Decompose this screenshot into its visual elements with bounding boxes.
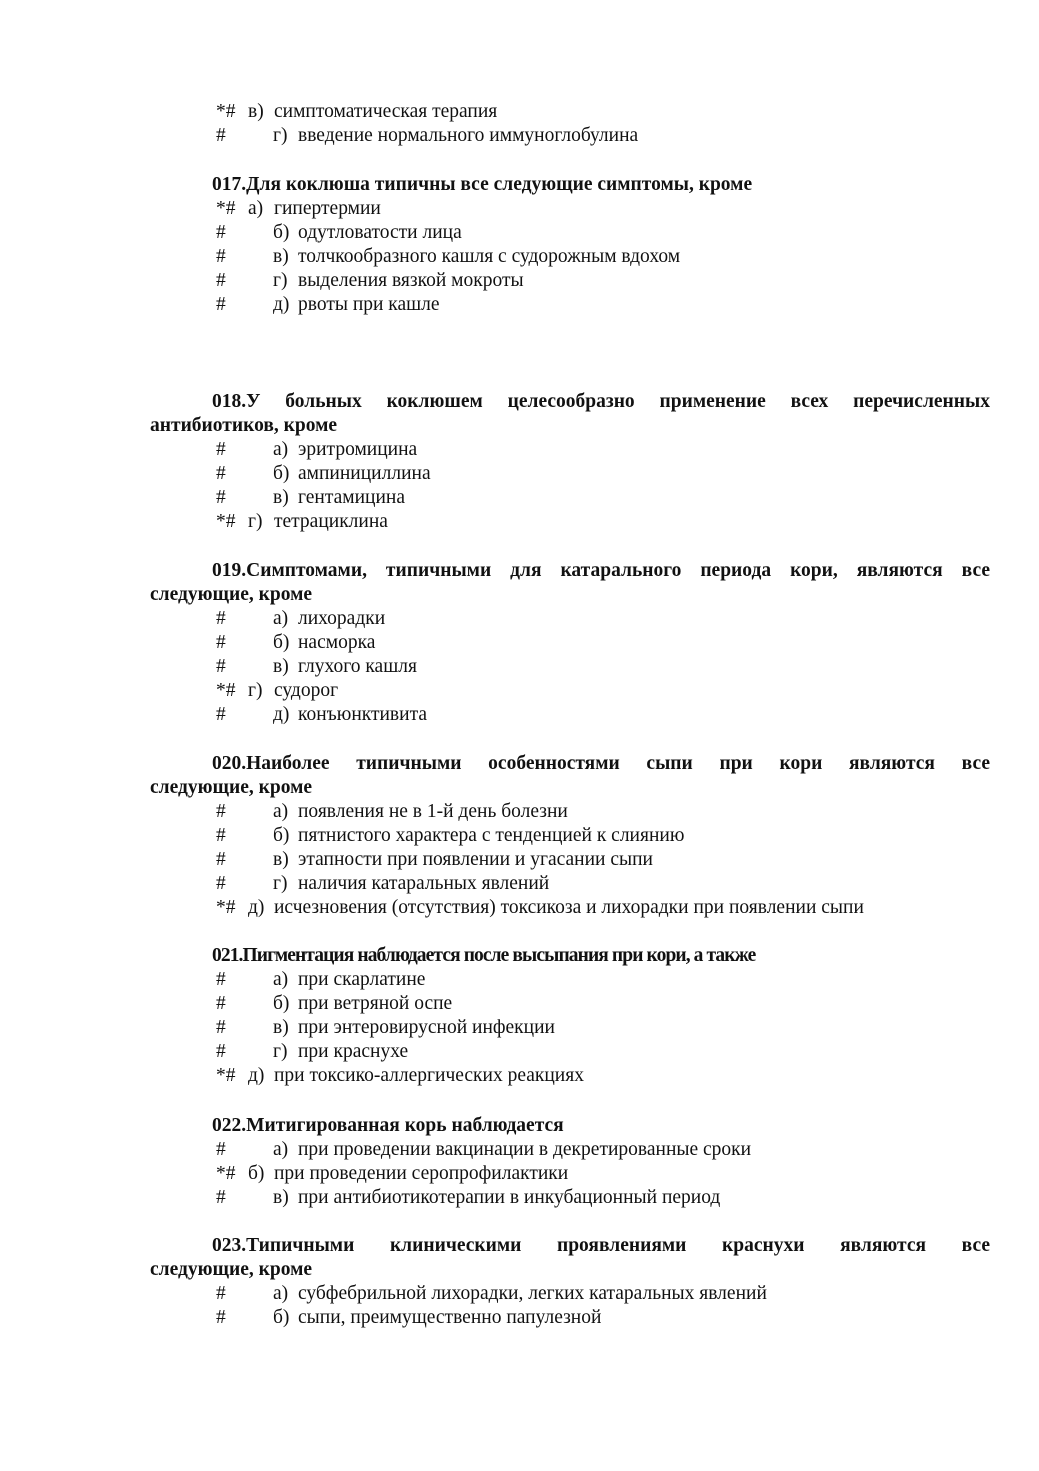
answer-letter: а) [273, 1139, 289, 1160]
answer-letter: а) [273, 608, 289, 629]
correct-answer-marker: *# [216, 897, 236, 918]
answer-text: при энтеровирусной инфекции [298, 1017, 555, 1038]
question-heading-continuation: антибиотиков, кроме [150, 415, 338, 436]
answer-marker: # [216, 632, 226, 653]
correct-answer-marker: *# [216, 101, 236, 122]
answer-text: тетрациклина [274, 511, 388, 532]
question-heading: 017.Для коклюша типичны все следующие симптомы, кроме [212, 174, 753, 195]
answer-letter: в) [273, 849, 289, 870]
answer-text: при антибиотикотерапии в инкубационный период [298, 1187, 721, 1208]
answer-text: конъюнктивита [298, 704, 427, 725]
correct-answer-marker: *# [216, 511, 236, 532]
answer-letter: г) [273, 270, 288, 291]
answer-marker: # [216, 463, 226, 484]
question-heading: 018.У больных коклюшем целесообразно применение всех перечисленных [212, 391, 990, 412]
answer-letter: б) [248, 1163, 265, 1184]
answer-marker: # [216, 487, 226, 508]
answer-letter: д) [273, 704, 290, 725]
answer-letter: д) [273, 294, 290, 315]
question-heading: 020.Наиболее типичными особенностями сыпи при кори являются все [212, 753, 990, 774]
answer-marker: # [216, 704, 226, 725]
answer-text: при ветряной оспе [298, 993, 453, 1014]
answer-letter: б) [273, 1307, 290, 1328]
question-heading-continuation: следующие, кроме [150, 584, 313, 605]
answer-marker: # [216, 993, 226, 1014]
answer-text: судорог [274, 680, 339, 701]
answer-marker: # [216, 873, 226, 894]
answer-text: толчкообразного кашля с судорожным вдохом [298, 246, 681, 267]
answer-letter: г) [248, 511, 263, 532]
answer-letter: д) [248, 897, 265, 918]
answer-text: при краснухе [298, 1041, 409, 1062]
answer-marker: # [216, 246, 226, 267]
answer-marker: # [216, 439, 226, 460]
answer-letter: г) [273, 1041, 288, 1062]
question-heading: 019.Симптомами, типичными для катарального периода кори, являются все [212, 560, 990, 581]
answer-text: симптоматическая терапия [274, 101, 498, 122]
answer-text: при токсико-аллергических реакциях [274, 1065, 584, 1086]
answer-text: одутловатости лица [298, 222, 462, 243]
answer-text: гипертермии [274, 198, 381, 219]
answer-letter: в) [273, 487, 289, 508]
answer-letter: д) [248, 1065, 265, 1086]
answer-marker: # [216, 969, 226, 990]
answer-letter: б) [273, 463, 290, 484]
answer-text: эритромицина [298, 439, 418, 460]
answer-marker: # [216, 1283, 226, 1304]
answer-text: введение нормального иммуноглобулина [298, 125, 639, 146]
answer-letter: г) [248, 680, 263, 701]
answer-text: ампинициллина [298, 463, 431, 484]
answer-letter: г) [273, 873, 288, 894]
answer-letter: б) [273, 632, 290, 653]
answer-text: при проведении вакцинации в декретированные сроки [298, 1139, 752, 1160]
answer-letter: в) [273, 1187, 289, 1208]
answer-marker: # [216, 1041, 226, 1062]
answer-letter: а) [273, 1283, 289, 1304]
question-heading-continuation: следующие, кроме [150, 1259, 313, 1280]
answer-text: при скарлатине [298, 969, 426, 990]
answer-text: насморка [298, 632, 376, 653]
answer-text: пятнистого характера с тенденцией к слиянию [298, 825, 685, 846]
answer-marker: # [216, 825, 226, 846]
answer-letter: а) [273, 969, 289, 990]
answer-letter: б) [273, 993, 290, 1014]
answer-letter: б) [273, 825, 290, 846]
answer-marker: # [216, 1017, 226, 1038]
answer-text: глухого кашля [298, 656, 417, 677]
answer-text: лихорадки [298, 608, 386, 629]
answer-letter: в) [273, 246, 289, 267]
answer-marker: # [216, 294, 226, 315]
question-heading: 022.Митигированная корь наблюдается [212, 1115, 564, 1136]
answer-letter: а) [273, 439, 289, 460]
question-heading-continuation: следующие, кроме [150, 777, 313, 798]
answer-letter: в) [273, 656, 289, 677]
answer-marker: # [216, 1139, 226, 1160]
question-heading: 021.Пигментация наблюдается после высыпания при кори, а также [212, 945, 756, 966]
answer-marker: # [216, 656, 226, 677]
correct-answer-marker: *# [216, 680, 236, 701]
answer-marker: # [216, 270, 226, 291]
correct-answer-marker: *# [216, 1065, 236, 1086]
answer-letter: а) [248, 198, 264, 219]
answer-marker: # [216, 1307, 226, 1328]
answer-letter: в) [273, 1017, 289, 1038]
answer-marker: # [216, 222, 226, 243]
answer-marker: # [216, 1187, 226, 1208]
answer-text: при проведении серопрофилактики [274, 1163, 569, 1184]
answer-text: субфебрильной лихорадки, легких катаральных явлений [298, 1283, 767, 1304]
answer-text: гентамицина [298, 487, 405, 508]
correct-answer-marker: *# [216, 198, 236, 219]
answer-marker: # [216, 125, 226, 146]
answer-letter: в) [248, 101, 264, 122]
answer-marker: # [216, 801, 226, 822]
answer-text: этапности при появлении и угасании сыпи [298, 849, 653, 870]
correct-answer-marker: *# [216, 1163, 236, 1184]
answer-letter: а) [273, 801, 289, 822]
answer-letter: б) [273, 222, 290, 243]
answer-text: рвоты при кашле [298, 294, 440, 315]
answer-marker: # [216, 608, 226, 629]
answer-text: исчезновения (отсутствия) токсикоза и лихорадки при появлении сыпи [274, 897, 864, 918]
answer-marker: # [216, 849, 226, 870]
question-heading: 023.Типичными клиническими проявлениями краснухи являются все [212, 1235, 990, 1256]
answer-text: сыпи, преимущественно папулезной [298, 1307, 602, 1328]
answer-text: наличия катаральных явлений [298, 873, 550, 894]
answer-text: выделения вязкой мокроты [298, 270, 524, 291]
answer-letter: г) [273, 125, 288, 146]
answer-text: появления не в 1-й день болезни [298, 801, 568, 822]
